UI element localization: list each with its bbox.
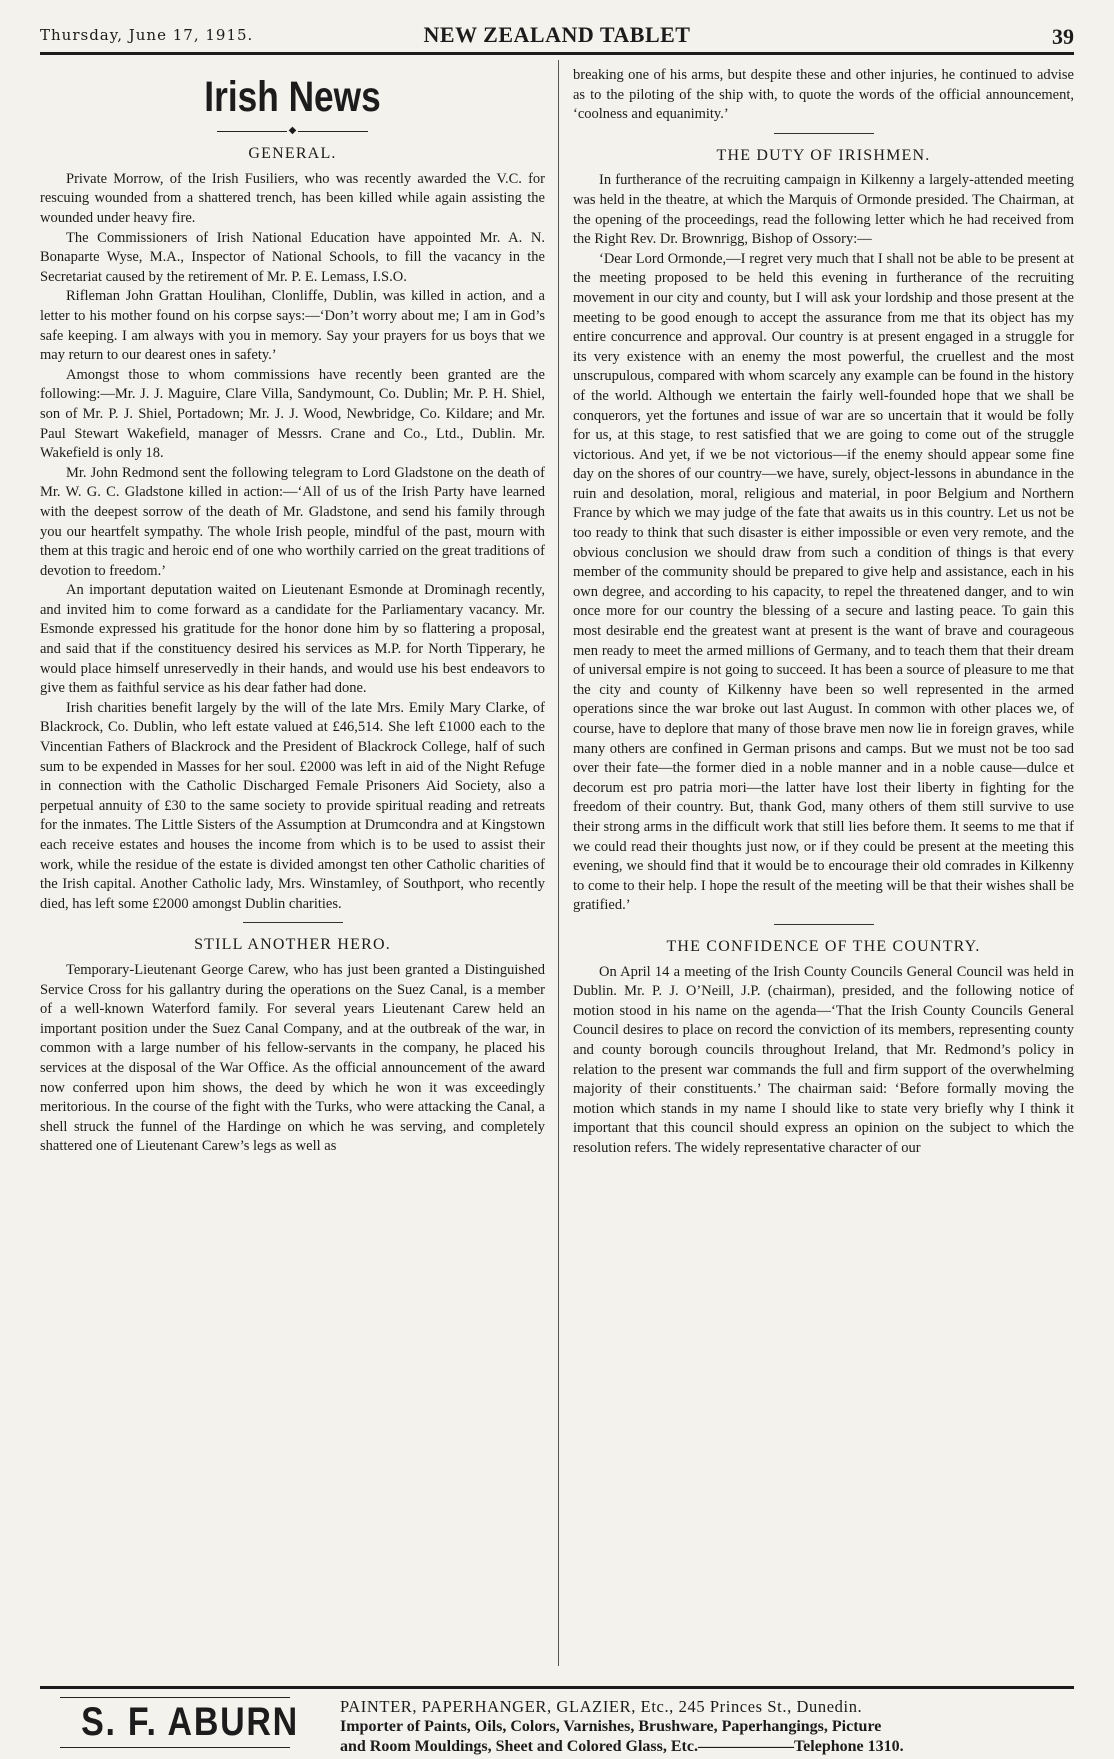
publication-title: NEW ZEALAND TABLET (423, 22, 691, 47)
heading-general: GENERAL. (248, 145, 337, 163)
right-column (573, 66, 1074, 1674)
article-paragraph: Amongst those to whom commissions have recently been granted are the following:—Mr. J. J. Maguire, Clare Villa, Sandymount, Co. Dublin; Mr. P. H. Shiel, son of Mr. P. J. Shiel, Portadown; Mr. J. J. Wood, Newbridge, Co. Kildare; and Mr. Paul Stewart Wakefield, manager of Messrs. Crane and Co., Ltd., Dublin. Mr. Wakefield is only 18. (40, 366, 545, 462)
article-paragraph: Temporary-Lieutenant George Carew, who has just been granted a Distinguished Service Cross for his gallantry during the operations on the Suez Canal, is a member of a well-known Waterford family. For several years Lieutenant Carew held an important position under the Suez Canal Company, and at the outbreak of the war, in common with a large number of his fellow-servants in the company, he placed his services at the disposal of the War Office. As the official announcement of the award now conferred upon him shows, the deed by which he won it was exceedingly meritorious. In the course of the fight with the Turks, who were attacking the Canal, a shell struck the funnel of the Hardinge on which he was serving, and completely shattered one of Lieutenant Carew’s legs as well as (40, 961, 545, 1155)
article-paragraph: Mr. John Redmond sent the following telegram to Lord Gladstone on the death of Mr. W. G. C. Gladstone killed in action:—‘All of us of the Irish Party have learned with the deepest sorrow of the death of Mr. Gladstone, and send his family through you our heartfelt sympathy. The whole Irish people, mindful of the past, mourn with them at this tragic and heroic end of one who worthily carried on the great traditions of devotion to freedom.’ (40, 464, 545, 579)
ad-rule-bottom (60, 1747, 290, 1748)
article-paragraph: On April 14 a meeting of the Irish County Councils General Council was held in Dublin. Mr. P. J. O’Neill, J.P. (chairman), presided, and the following notice of motion stood in his name on the agenda—‘That the Irish County Councils General Council desires to place on record the conviction of its members, representing county and county borough councils throughout Ireland, that Mr. Redmond’s policy in relation to the present war commands the full and firm support of the overwhelming majority of their constituents.’ The chairman said: ‘Before formally moving the motion which stands in my name I should like to state very briefly why I think it important that this council should express an opinion on the subject to which the resolution refers. The widely representative character of our (573, 963, 1074, 1156)
heading-still-another-hero: STILL ANOTHER HERO. (194, 936, 391, 954)
continued-paragraph: breaking one of his arms, but despite these and other injuries, he continued to advise as to the piloting of the ship with, to quote the words of the official announcement, ‘coolness and equanimity.’ (573, 67, 1074, 123)
article-paragraph: The Commissioners of Irish National Education have appointed Mr. A. N. Bonaparte Wyse, M.A., Inspector of National Schools, to fill the vacancy in the Secretariat caused by the retirement of Mr. P. E. Lemass, I.S.O. (40, 229, 545, 285)
heading-confidence-of-country: THE CONFIDENCE OF THE COUNTRY. (666, 937, 981, 955)
ad-line-1: PAINTER, PAPERHANGER, GLAZIER, Etc., 245 Princes St., Dunedin. (340, 1697, 863, 1716)
advertiser-name: S. F. ABURN (81, 1700, 299, 1744)
section-masthead: Irish News (204, 73, 381, 121)
advertisement-text (340, 1697, 1074, 1757)
left-column (40, 66, 545, 1674)
ad-rule-top (60, 1697, 290, 1698)
section-separator (774, 924, 874, 925)
article-paragraph: An important deputation waited on Lieutenant Esmonde at Drominagh recently, and invited him to come forward as a candidate for the Parliamentary vacancy. Mr. Esmonde expressed his gratitude for the honor done him by so flattering a proposal, and said that if the constituency desired his services as M.P. for North Tipperary, he would place himself unreservedly in their hands, and would use his best endeavors to give them as faithful service as his dear father had done. (40, 582, 545, 697)
article-paragraph: Irish charities benefit largely by the will of the late Mrs. Emily Mary Clarke, of Blackrock, Co. Dublin, who left estate valued at £46,514. She left £1000 each to the Vincentian Fathers of Blackrock and the President of Blackrock College, half of such sum to be expended in Masses for her soul. £2000 was left in aid of the Night Refuge in connection with the Catholic Discharged Female Prisoners Aid Society, also a perpetual annuity of £30 to the same society to provide spiritual reading and retreats for the inmates. The Little Sisters of the Assumption at Drumcondra and at Kingstown each receive estates and houses the income from which is to be used to assist their work, while the residue of the estate is divided amongst ten other Catholic charities of the Irish capital. Another Catholic lady, Mrs. Winstamley, of Southport, who recently died, has left some £2000 amongst Dublin charities. (40, 699, 545, 912)
page-header (40, 22, 1074, 55)
ad-line-3: and Room Mouldings, Sheet and Colored Glass, Etc.——————Telephone 1310. (340, 1738, 904, 1755)
section-separator (243, 922, 343, 923)
issue-date: Thursday, June 17, 1915. (40, 26, 254, 44)
article-paragraph: Rifleman John Grattan Houlihan, Clonliffe, Dublin, was killed in action, and a letter to his mother found on his corpse says:—‘Don’t worry about me; I am in God’s safe keeping. I am always with you in memory. Say your prayers for us boys that we may return to our dearest ones in safety.’ (40, 288, 545, 364)
ad-line-2: Importer of Paints, Oils, Colors, Varnishes, Brushware, Paperhangings, Picture (340, 1718, 882, 1735)
masthead-ornament: ◆ (40, 124, 545, 138)
article-paragraph: Private Morrow, of the Irish Fusiliers, who was recently awarded the V.C. for rescuing wounded from a shattered trench, has been killed while again assisting the wounded under heavy fire. (40, 170, 545, 226)
article-paragraph: In furtherance of the recruiting campaign in Kilkenny a largely-attended meeting was held in the theatre, at which the Marquis of Ormonde presided. The Chairman, at the opening of the proceedings, read the following letter which he had received from the Right Rev. Dr. Brownrigg, Bishop of Ossory:— (573, 172, 1074, 248)
advertisement (40, 1686, 1074, 1755)
column-divider (558, 60, 559, 1666)
page-number: 39 (1052, 24, 1074, 49)
heading-duty-of-irishmen: THE DUTY OF IRISHMEN. (716, 146, 931, 164)
letter-paragraph: ‘Dear Lord Ormonde,—I regret very much that I shall not be able to be present at the meeting proposed to be held this evening in furtherance of the recruiting movement in our city and county, but I will ask your lordship and those present at the meeting to be good enough to accept the assurance from me that its object has my entire concurrence and approval. Our country is at present engaged in a struggle for its very existence with an enemy the most powerful, the cruellest and the most unscrupulous, compared with whom scarcely any example can be found in the history of the world. Although we entertain the fairly well-founded hope that we shall be conquerors, yet the fortunes and issue of war are so uncertain that it would be folly for us, at this stage, to rest satisfied that we are going to come out of the struggle victorious. And yet, if we be not victorious—if the enemy should appear some fine day on the shores of our country—we have, surely, object-lessons in abundance in the ruin and desolation, moral, religious and material, in poor Belgium and Northern France by which we may judge of the fate that awaits us in this country. Let us not be too ready to think that such disaster is either impossible or even very remote, and the obvious conclusion we should draw from such a condition of things is that every member of the community should be prepared to give help and assistance, each in his own degree, and according to his capacity, to repel the threatened danger, and to win once more for our country the blessing of a secure and lasting peace. To gain this most desirable end the greatest want at present is the want of brave and courageous men ready to meet the armed millions of Germany, and to teach them that their dream of universal empire is not going to succeed. It has been a source of pleasure to me that the city and county of Kilkenny have been so well represented in the armed operations since the war broke out last August. In common with other places we, of course, have to deplore that many of those brave men now lie in foreign graves, while many others are confined in German prisons and camps. But we must not be too sad over their fate—the former died in a noble manner and in a noble cause—dulce et decorum est pro patria mori—the latter have lost their liberty in fighting for the freedom of their country. But, thank God, many others of them still survive to use their strong arms in the difficult work that still lies before them. It seems to me that if we could read their thoughts just now, or if they could be present at the meeting this evening, we should find that it would be to encourage their old comrades in Kilkenny to come to their help. I hope the result of the meeting will be that their wishes shall be gratified.’ (573, 250, 1074, 914)
section-separator (774, 133, 874, 134)
